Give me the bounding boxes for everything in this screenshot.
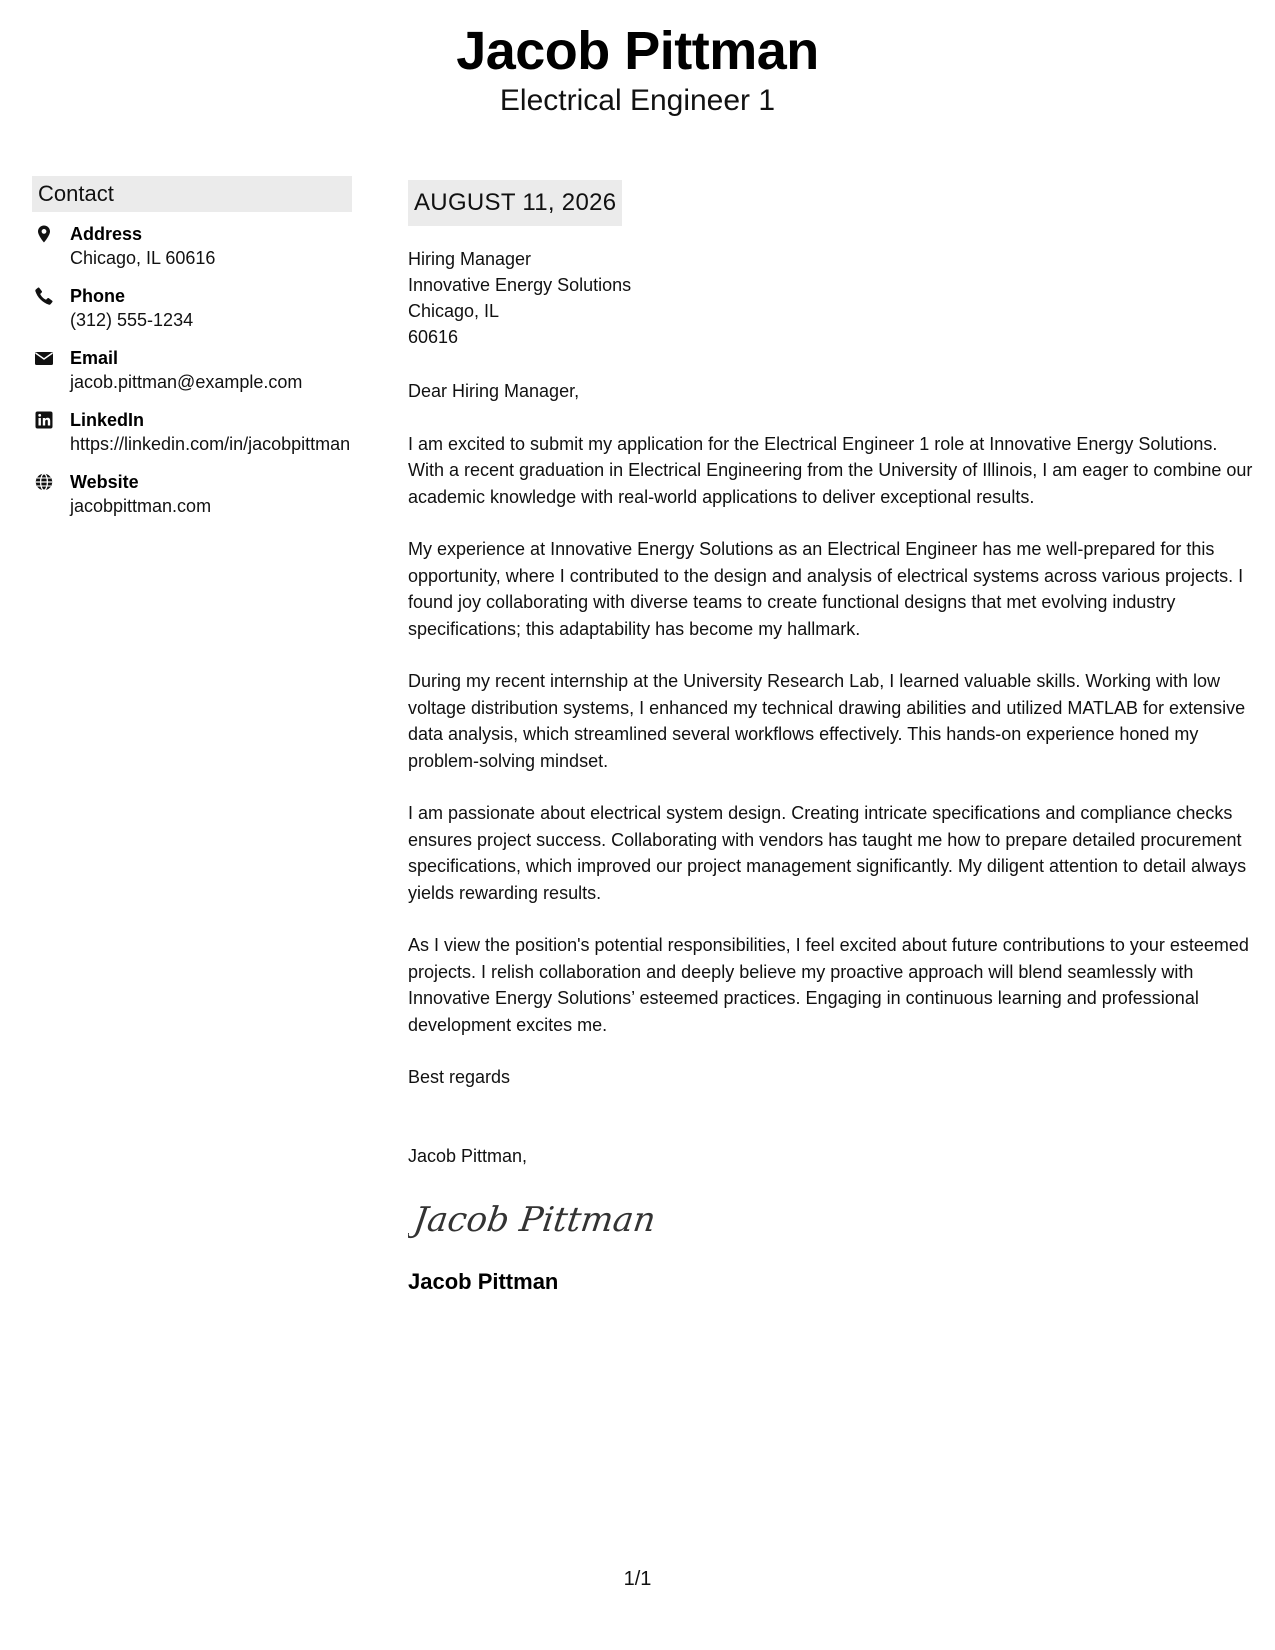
contact-value: jacobpittman.com [70, 496, 212, 516]
letter-date: AUGUST 11, 2026 [408, 180, 622, 226]
salutation: Dear Hiring Manager, [408, 381, 580, 401]
letter-header [0, 20, 1275, 120]
body-paragraph: As I view the position's potential responsibilities, I feel excited about future contributions to your esteemed projects. I relish collaboration and deeply believe my proactive approach will blend seamlessly with Innovative Energy Solutions’ esteemed practices. Engaging in continuous learning and professional development excites me. [408, 935, 1249, 1035]
location-pin-icon [34, 224, 54, 244]
recipient-line: Hiring Manager [408, 249, 532, 269]
contact-item-linkedin [32, 408, 352, 457]
contact-item-phone [32, 284, 352, 333]
applicant-name: Jacob Pittman [456, 21, 819, 81]
body-paragraph: During my recent internship at the University Research Lab, I learned valuable skills. Working with low voltage distribution systems, I enhanced my technical drawing abilities and utilized MATLAB for extensive data analysis, which streamlined several workflows effectively. This hands-on experience honed my problem-solving mindset. [408, 671, 1246, 771]
body-paragraph: I am passionate about electrical system design. Creating intricate specifications and compliance checks ensures project success. Collaborating with vendors has taught me how to prepare detailed procurement specifications, which improved our project management significantly. My diligent attention to detail always yields rewarding results. [408, 803, 1247, 903]
recipient-line: 60616 [408, 327, 459, 347]
body-paragraph: I am excited to submit my application for the Electrical Engineer 1 role at Innovative Energy Solutions. With a recent graduation in Electrical Engineering from the University of Illinois, I am eager to combine our academic knowledge with real-world applications to deliver exceptional results. [408, 433, 1253, 507]
svg-text:Jacob Pittman: Jacob Pittman [411, 1200, 659, 1240]
envelope-icon [34, 348, 54, 368]
contact-sidebar [32, 176, 352, 532]
body-paragraph: My experience at Innovative Energy Solutions as an Electrical Engineer has me well-prepared for this opportunity, where I contributed to the design and analysis of electrical systems across various projects. I found joy collaborating with diverse teams to create functional designs that met evolving industry specifications; this adaptability has become my hallmark. [408, 539, 1244, 639]
signer-line: Jacob Pittman, [408, 1145, 528, 1166]
globe-icon [34, 472, 54, 492]
contact-item-address [32, 222, 352, 271]
recipient-line: Chicago, IL [408, 301, 500, 321]
contact-label: Address [70, 224, 143, 244]
page-number: 1/1 [623, 1568, 652, 1590]
recipient-block [408, 246, 1253, 350]
linkedin-icon [34, 410, 54, 430]
letter-body [408, 180, 1253, 1297]
contact-item-email [32, 346, 352, 395]
recipient-line: Innovative Energy Solutions [408, 275, 632, 295]
contact-list [32, 222, 352, 519]
contact-item-website [32, 470, 352, 519]
handwritten-signature [408, 1191, 668, 1247]
contact-value: Chicago, IL 60616 [70, 248, 216, 268]
contact-heading: Contact [32, 176, 352, 212]
contact-label: LinkedIn [70, 410, 145, 430]
signature-name: Jacob Pittman [408, 1268, 559, 1294]
contact-label: Website [70, 472, 139, 492]
contact-label: Phone [70, 286, 126, 306]
phone-icon [34, 286, 54, 306]
applicant-role: Electrical Engineer 1 [499, 84, 776, 117]
contact-value: jacob.pittman@example.com [70, 372, 303, 392]
contact-label: Email [70, 348, 119, 368]
closing: Best regards [408, 1067, 511, 1087]
contact-value: https://linkedin.com/in/jacobpittman [70, 434, 351, 454]
contact-value: (312) 555-1234 [70, 310, 194, 330]
